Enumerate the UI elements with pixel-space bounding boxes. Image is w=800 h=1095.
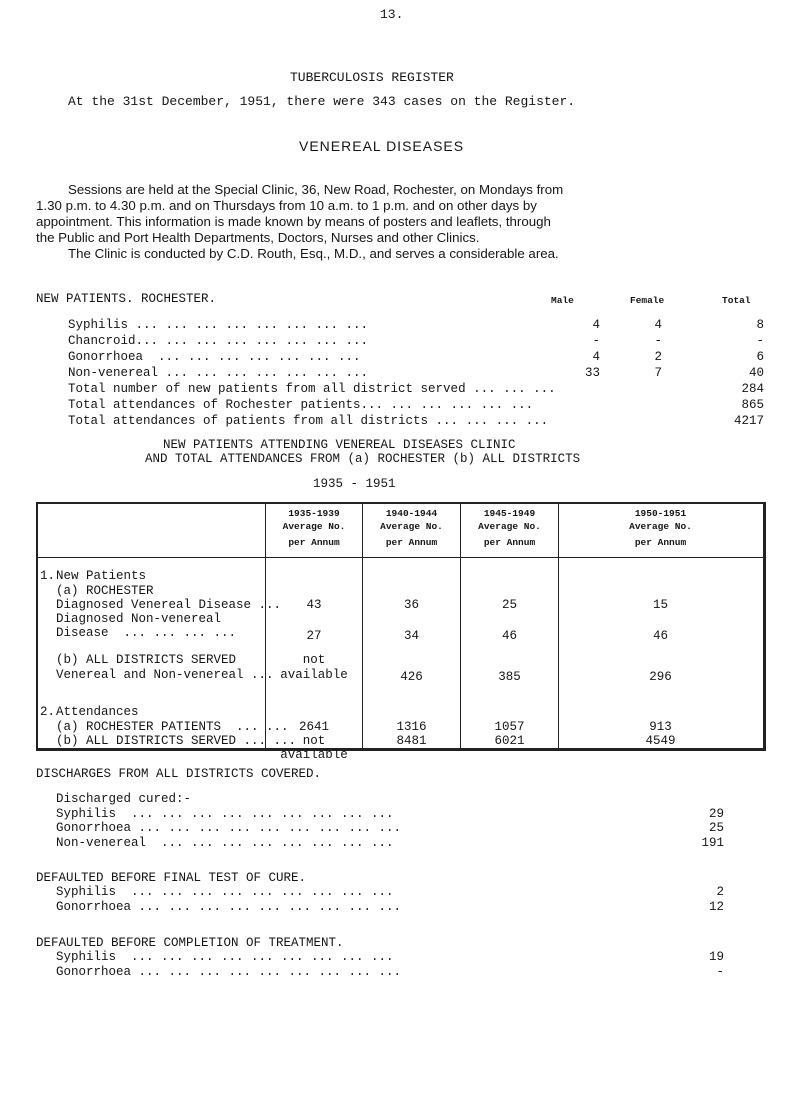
sec1-a2-label: Disease ... ... ... ...	[56, 626, 237, 640]
sec1-b-label: (b) ALL DISTRICTS SERVED	[56, 653, 237, 667]
col-header-period: 1945-1949	[483, 508, 536, 519]
sec2-a-value: 1316	[396, 720, 427, 734]
np-row-total: 40	[748, 366, 764, 380]
sec2-a-value: 1057	[494, 720, 525, 734]
col-header-avg: Average No.	[380, 521, 443, 532]
np-row-female: -	[654, 334, 662, 348]
table-title-line1: NEW PATIENTS ATTENDING VENEREAL DISEASES CLINIC	[163, 438, 516, 452]
sec2-b-label: (b) ALL DISTRICTS SERVED ... ...	[56, 734, 297, 748]
col-header-period: 1950-1951	[634, 508, 687, 519]
new-patients-heading: NEW PATIENTS. ROCHESTER.	[36, 292, 217, 306]
cured-value: 29	[708, 807, 724, 821]
table-title-line2: AND TOTAL ATTENDANCES FROM (a) ROCHESTER (b) ALL DISTRICTS	[145, 452, 581, 466]
sec2-a-label: (a) ROCHESTER PATIENTS ... ...	[56, 720, 289, 734]
sec1-b-value: 426	[400, 670, 423, 684]
table-header-divider	[36, 557, 764, 558]
sec2-b-value: not	[302, 734, 326, 748]
sec1-a1-value: 36	[403, 598, 419, 612]
np-row-total: -	[756, 334, 764, 348]
np-row-male: -	[592, 334, 600, 348]
np-summary-value: 4217	[733, 414, 764, 428]
defaulted-treatment-value: 19	[708, 950, 724, 964]
tb-text: At the 31st December, 1951, there were 343 cases on the Register.	[68, 94, 576, 109]
sec2-b-value: 4549	[645, 734, 676, 748]
cured-label: Syphilis ... ... ... ... ... ... ... ... ...	[56, 807, 394, 821]
page-number: 13.	[380, 7, 404, 22]
sec1-a2-label: Diagnosed Non-venereal	[56, 612, 222, 626]
vd-title: VENEREAL DISEASES	[299, 138, 465, 154]
sec2-b-value: 6021	[494, 734, 525, 748]
cured-label: Non-venereal ... ... ... ... ... ... ... ...	[56, 836, 394, 850]
np-row-label: Gonorrhoea ... ... ... ... ... ... ...	[68, 350, 361, 364]
np-row-total: 8	[756, 318, 764, 332]
vd-para-line: Sessions are held at the Special Clinic, 36, New Road, Rochester, on Mondays from	[68, 182, 564, 197]
sec1-b-value: not	[302, 653, 326, 667]
cured-value: 25	[708, 821, 724, 835]
tb-title: TUBERCULOSIS REGISTER	[290, 70, 454, 85]
vd-para-line: 1.30 p.m. to 4.30 p.m. and on Thursdays from 10 a.m. to 1 p.m. and on other days by	[36, 198, 537, 213]
col-header-avg: Average No.	[282, 521, 346, 532]
sec2-a-value: 2641	[298, 720, 329, 734]
cured-heading: Discharged cured:-	[56, 792, 192, 806]
sec1-b-label: Venereal and Non-venereal ...	[56, 668, 274, 682]
vd-para-line: the Public and Port Health Departments, Doctors, Nurses and other Clinics.	[36, 230, 480, 245]
np-row-label: Chancroid... ... ... ... ... ... ... ...	[68, 334, 369, 348]
defaulted-cure-label: Syphilis ... ... ... ... ... ... ... ... ...	[56, 885, 394, 899]
col-header-period: 1935-1939	[288, 508, 340, 519]
sec1-a1-value: 15	[652, 598, 668, 612]
defaulted-cure-value: 2	[716, 885, 724, 899]
sec1-b-value: 296	[649, 670, 672, 684]
defaulted-cure-value: 12	[708, 900, 724, 914]
np-row-total: 6	[756, 350, 764, 364]
sec1-a2-value: 34	[403, 629, 419, 643]
col-male-header: Male	[551, 295, 574, 306]
cured-label: Gonorrhoea ... ... ... ... ... ... ... ... ...	[56, 821, 402, 835]
sec2-b-value: available	[280, 748, 348, 762]
defaulted-treatment-label: Syphilis ... ... ... ... ... ... ... ... ...	[56, 950, 394, 964]
sec1-a1-label: Diagnosed Venereal Disease ...	[56, 598, 282, 612]
vd-para-line: appointment. This information is made known by means of posters and leaflets, through	[36, 214, 551, 229]
defaulted-treatment-value: -	[716, 965, 724, 979]
col-header-annum: per Annum	[288, 537, 340, 548]
sec2-a-value: 913	[649, 720, 672, 734]
col-header-avg: Average No.	[629, 521, 692, 532]
sec1-b-value: available	[280, 668, 348, 682]
defaulted-cure-heading: DEFAULTED BEFORE FINAL TEST OF CURE.	[36, 871, 307, 885]
np-row-female: 7	[654, 366, 662, 380]
sec2-num: 2.	[40, 705, 56, 719]
defaulted-treatment-heading: DEFAULTED BEFORE COMPLETION OF TREATMENT.	[36, 936, 344, 950]
defaulted-cure-label: Gonorrhoea ... ... ... ... ... ... ... ... ...	[56, 900, 402, 914]
sec1-title: New Patients	[56, 569, 147, 583]
np-summary-value: 284	[741, 382, 764, 396]
sec1-a2-value: 46	[652, 629, 668, 643]
col-total-header: Total	[722, 295, 751, 306]
np-summary-label: Total number of new patients from all district served ... ... ...	[68, 382, 556, 396]
col-header-annum: per Annum	[483, 537, 536, 548]
sec1-a: (a) ROCHESTER	[56, 584, 154, 598]
np-row-label: Syphilis ... ... ... ... ... ... ... ...	[68, 318, 369, 332]
sec1-num: 1.	[40, 569, 56, 583]
col-header-annum: per Annum	[634, 537, 687, 548]
np-summary-label: Total attendances of patients from all districts ... ... ... ...	[68, 414, 549, 428]
defaulted-treatment-label: Gonorrhoea ... ... ... ... ... ... ... ... ...	[56, 965, 402, 979]
vd-para-line: The Clinic is conducted by C.D. Routh, Esq., M.D., and serves a considerable area.	[68, 246, 559, 261]
np-summary-label: Total attendances of Rochester patients... ... ... ... ... ...	[68, 398, 534, 412]
sec1-b-value: 385	[498, 670, 521, 684]
np-row-female: 4	[654, 318, 662, 332]
cured-value: 191	[701, 836, 724, 850]
col-female-header: Female	[630, 295, 665, 306]
sec1-a2-value: 27	[306, 629, 322, 643]
sec2-title: Attendances	[56, 705, 139, 719]
np-row-label: Non-venereal ... ... ... ... ... ... ...	[68, 366, 369, 380]
np-row-female: 2	[654, 350, 662, 364]
sec1-a1-value: 25	[501, 598, 517, 612]
col-header-avg: Average No.	[478, 521, 541, 532]
sec1-a2-value: 46	[501, 629, 517, 643]
discharges-heading: DISCHARGES FROM ALL DISTRICTS COVERED.	[36, 767, 322, 781]
np-row-male: 33	[584, 366, 600, 380]
np-row-male: 4	[592, 318, 600, 332]
sec2-b-value: 8481	[396, 734, 427, 748]
col-header-annum: per Annum	[385, 537, 438, 548]
np-summary-value: 865	[741, 398, 764, 412]
table-years: 1935 - 1951	[313, 477, 396, 491]
sec1-a1-value: 43	[306, 598, 322, 612]
col-header-period: 1940-1944	[385, 508, 438, 519]
np-row-male: 4	[592, 350, 600, 364]
